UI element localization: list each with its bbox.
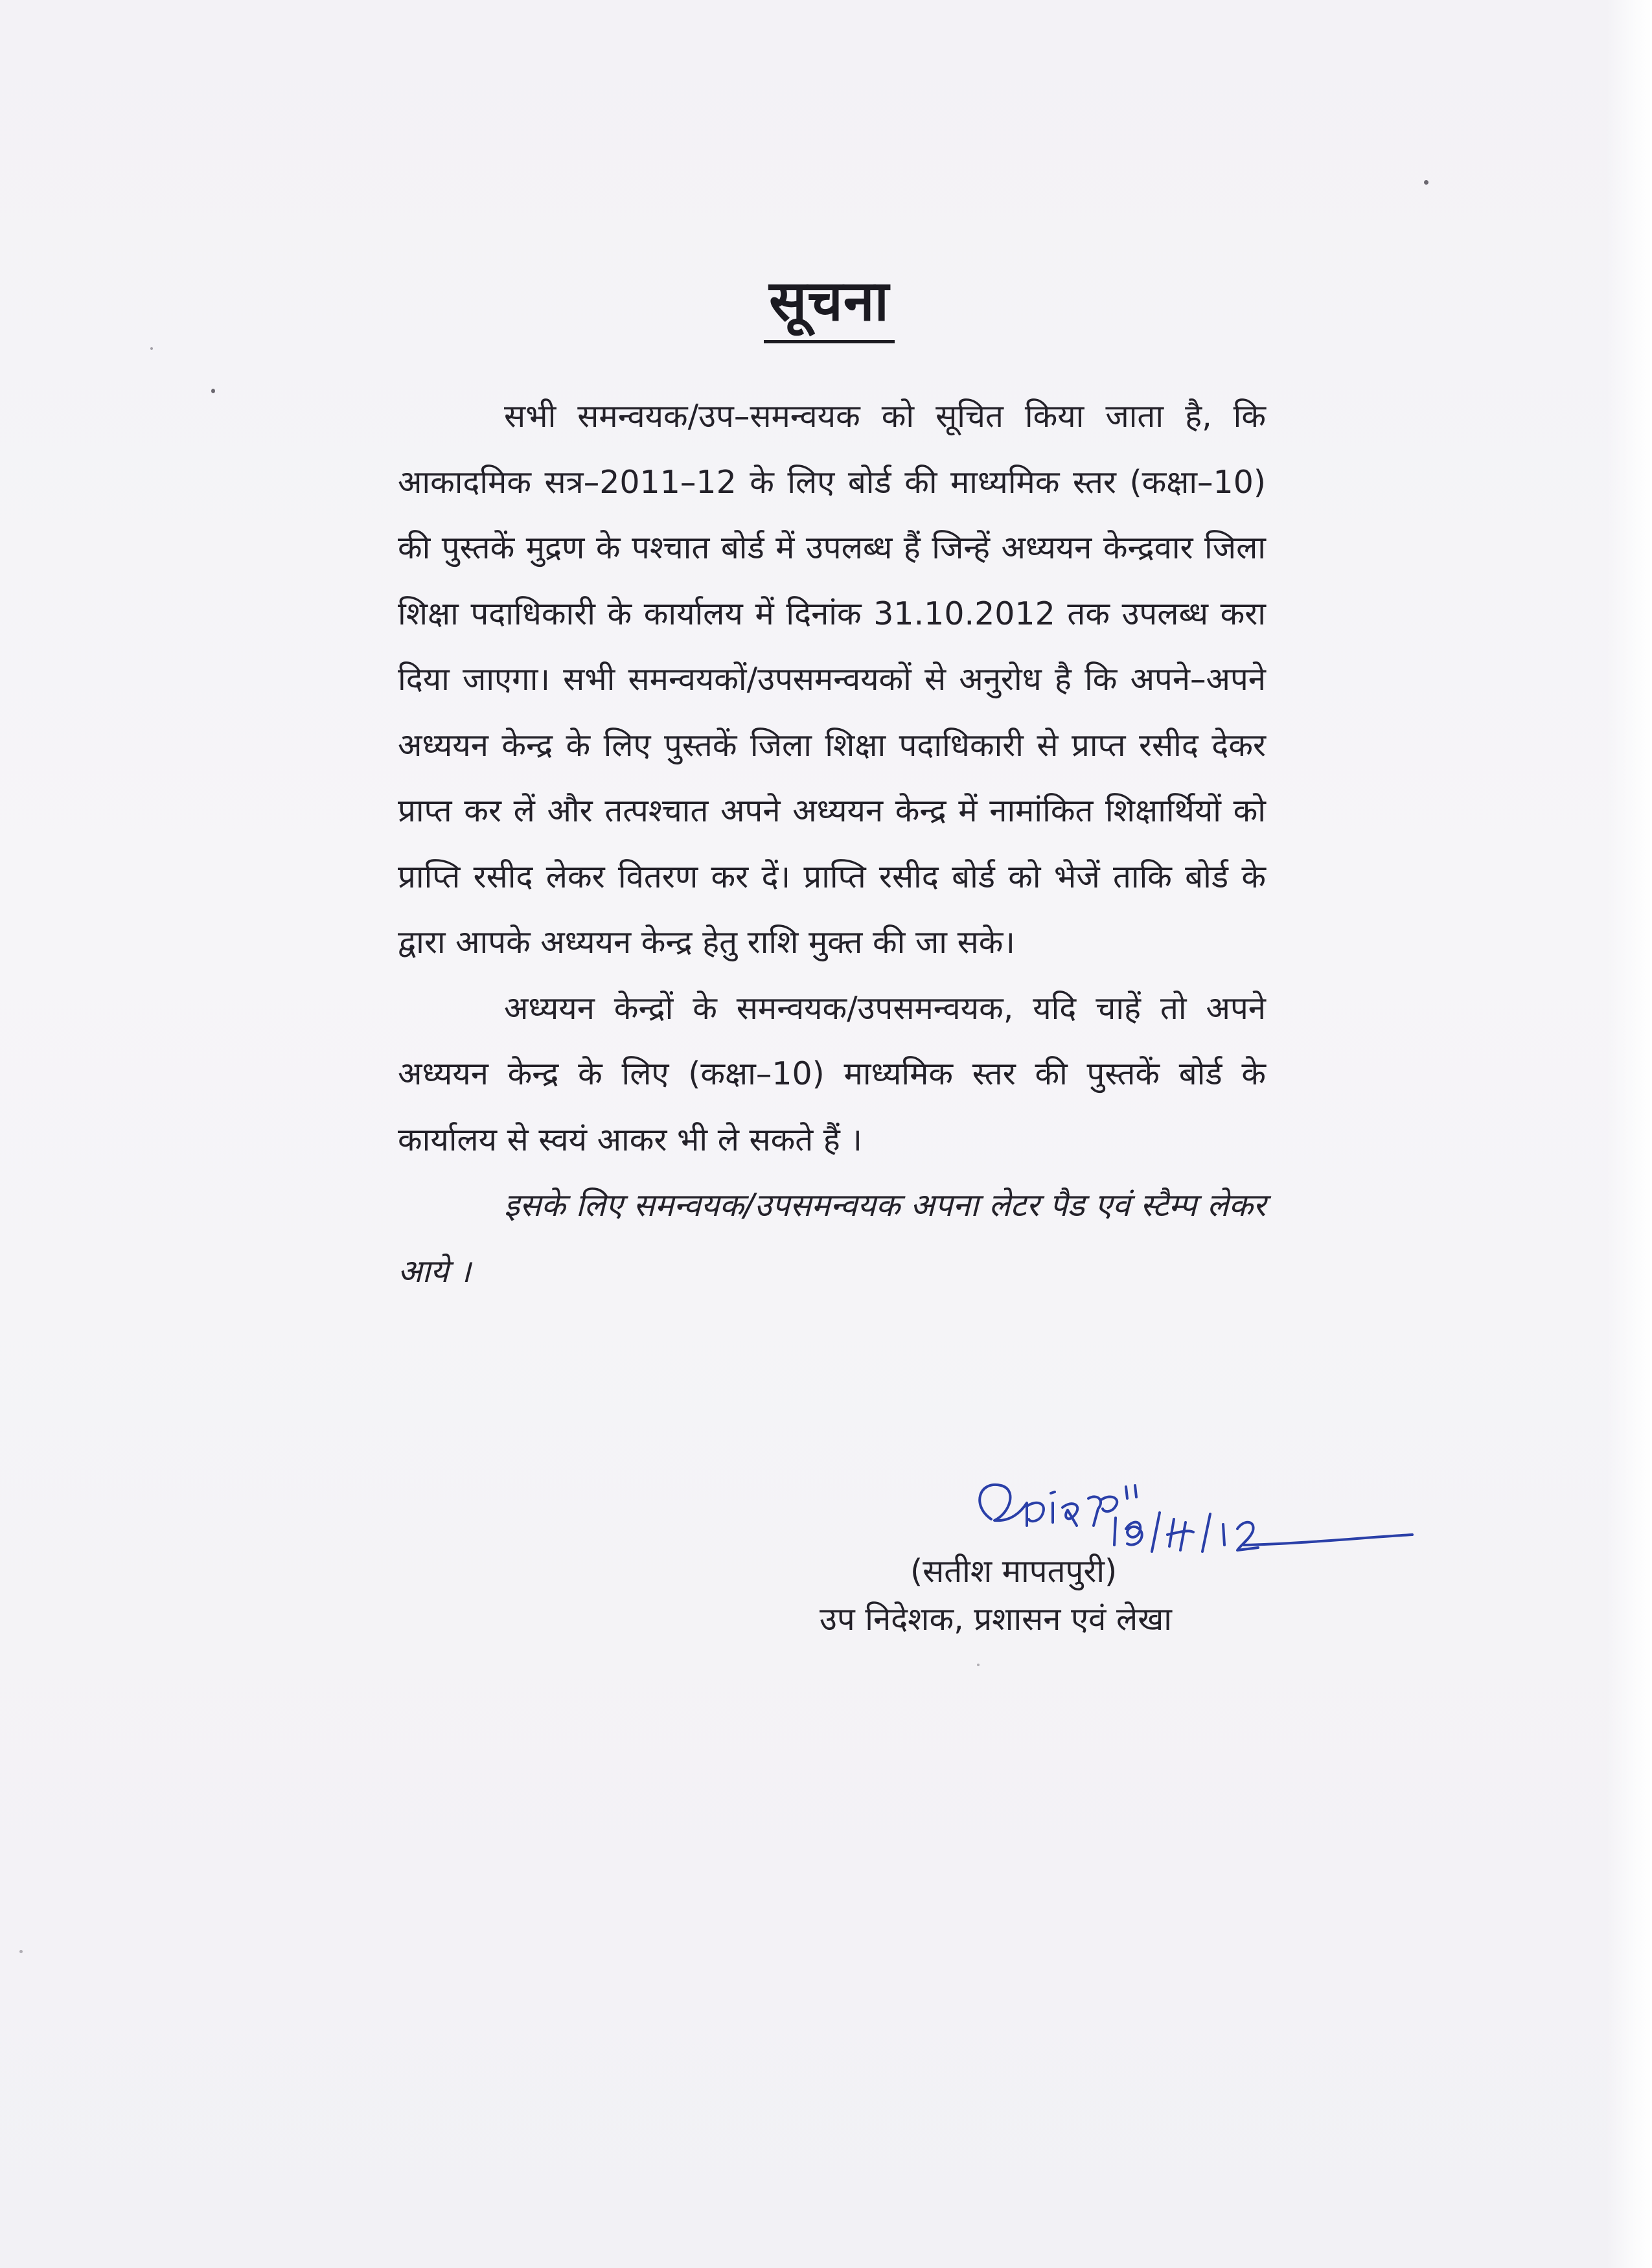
notice-title — [0, 269, 1652, 343]
signatory-name: (सतीश मापतपुरी) — [910, 1553, 1118, 1590]
notice-paragraph-1: सभी समन्वयक/उप–समन्वयक को सूचित किया जाता है, कि आकादमिक सत्र–2011–12 के लिए बोर्ड की माध्यमिक स्तर (कक्षा–10) की पुस्तकें मुद्रण के पश्चात बोर्ड में उपलब्ध हैं जिन्हें अध्ययन केन्द्रवार जिला शिक्षा पदाधिकारी के कार्यालय में दिनांक 31.10.2012 तक उपलब्ध करा दिया जाएगा। सभी समन्वयकों/उपसमन्वयकों से अनुरोध है कि अपने–अपने अध्ययन केन्द्र के लिए पुस्तकें जिला शिक्षा पदाधिकारी से प्राप्त रसीद देकर प्राप्त कर लें और तत्पश्चात अपने अध्ययन केन्द्र में नामांकित शिक्षार्थियों को प्राप्ति रसीद लेकर वितरण कर दें। प्राप्ति रसीद बोर्ड को भेजें ताकि बोर्ड के द्वारा आपके अध्ययन केन्द्र हेतु राशि मुक्त की जा सके। — [398, 398, 1266, 961]
dust-speck — [977, 1664, 980, 1666]
dust-speck — [150, 347, 153, 350]
notice-paragraph-3: इसके लिए समन्वयक/उपसमन्वयक अपना लेटर पैड एवं स्टैम्प लेकर आये । — [398, 1187, 1266, 1290]
notice-paragraph-2: अध्ययन केन्द्रों के समन्वयक/उपसमन्वयक, यदि चाहें तो अपने अध्ययन केन्द्र के लिए (कक्षा–10) माध्यमिक स्तर की पुस्तकें बोर्ड के कार्यालय से स्वयं आकर भी ले सकते हैं । — [398, 989, 1266, 1158]
dust-speck — [1424, 180, 1428, 185]
dust-speck — [19, 1950, 23, 1953]
notice-body — [398, 384, 1266, 1304]
notice-title-text: सूचना — [764, 269, 895, 343]
signatory-designation: उप निदेशक, प्रशासन एवं लेखा — [820, 1601, 1172, 1638]
dust-speck — [211, 389, 215, 393]
